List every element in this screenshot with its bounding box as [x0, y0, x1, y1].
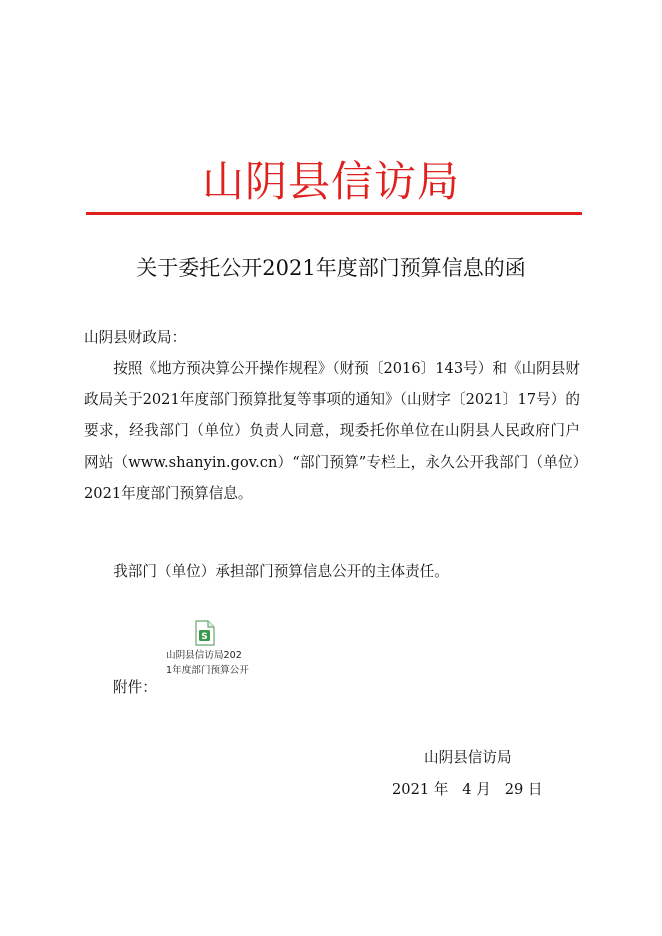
file-name-line-1: 山阴县信访局202 [166, 650, 242, 661]
org-title: 山阴县信访局 [201, 157, 460, 206]
attachment-file-name[interactable] [166, 648, 250, 678]
paragraph-2: 我部门（单位）承担部门预算信息公开的主体责任。 [113, 563, 449, 580]
red-divider [86, 212, 582, 215]
addressee: 山阴县财政局： [84, 329, 187, 346]
file-name-line-2: 1年度部门预算公开 [166, 665, 249, 676]
letter-title: 关于委托公开2021年度部门预算信息的函 [136, 256, 526, 280]
signature-org: 山阴县信访局 [424, 749, 512, 766]
spreadsheet-file-icon[interactable] [194, 620, 216, 646]
attachment-label: 附件： [113, 679, 157, 696]
svg-text:S: S [201, 632, 208, 642]
signature-date: 2021 年 4 月 29 日 [392, 781, 543, 798]
paragraph-1: 按照《地方预决算公开操作规程》（财预〔2016〕143号）和《山阴县财政局关于2021年度部门预算批复等事项的通知》（山财字〔2021〕17号）的要求，经我部门（单位）负责人同意，现委托你单位在山阴县人民政府门户网站（www.shanyin.gov.cn）“部门预算”专栏上，永久公开我部门（单位）2021年度部门预算信息。 [84, 360, 580, 502]
